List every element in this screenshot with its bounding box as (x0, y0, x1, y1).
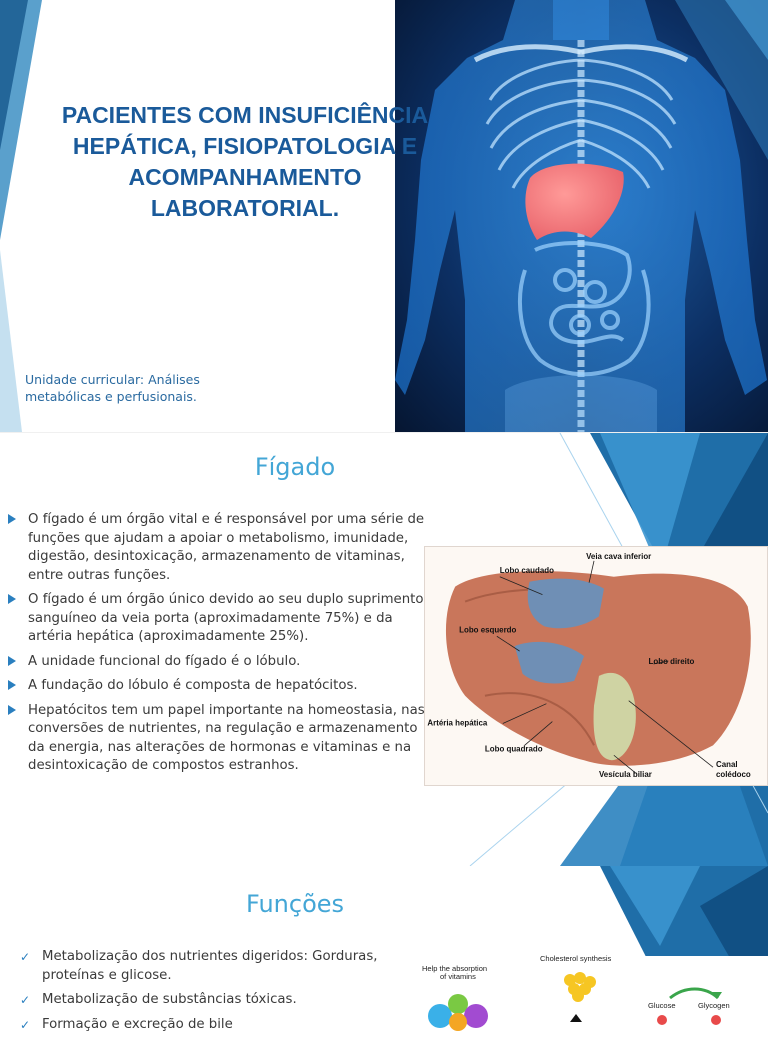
list-item-text: Formação e excreção de bile (42, 1016, 233, 1032)
diagram-label: Lobo caudado (499, 565, 554, 575)
figure-label: of vitamins (440, 972, 476, 981)
title-line: ACOMPANHAMENTO (128, 164, 362, 190)
list-item-text: O fígado é um órgão único devido ao seu duplo suprimento sanguíneo da veia porta (aproximadamente 75%) e da artéria hepática (aproximadamente 25%). (28, 592, 424, 644)
diagram-label: Vesícula biliar (598, 770, 652, 780)
liver-functions-figure (400, 956, 768, 1026)
diagram-label: Lobo esquerdo (459, 625, 517, 635)
slide-subtitle (25, 371, 255, 405)
liver-anatomy-diagram (424, 546, 768, 786)
diagram-label: Veia cava inferior (586, 551, 652, 561)
diagram-label: Lobo quadrado (484, 744, 543, 754)
diagram-label: Canal (715, 760, 738, 770)
title-line: PACIENTES COM INSUFICIÊNCIA (61, 102, 429, 128)
bullet-arrow-icon (8, 514, 16, 524)
diagram-label: colédoco (715, 770, 751, 780)
bullet-arrow-icon (8, 594, 16, 604)
figure-label: Glycogen (698, 1001, 730, 1010)
list-item (8, 511, 438, 585)
list-item (8, 653, 438, 672)
list-item (20, 1016, 380, 1035)
diagram-label: Artéria hepática (427, 718, 488, 728)
list-item-text: Metabolização dos nutrientes digeridos: Gorduras, proteínas e glicose. (42, 949, 378, 983)
list-item (20, 948, 380, 985)
list-item-text: Hepatócitos tem um papel importante na homeostasia, nas conversões de nutrientes, na regulação e armazenamento da energia, nas alterações de hormonas e vitaminas e na desintoxicação de compostos estranhos. (28, 702, 425, 773)
list-item-text: A unidade funcional do fígado é o lóbulo. (28, 653, 301, 669)
figure-label: Glucose (648, 1001, 676, 1010)
subtitle-line: metabólicas e perfusionais. (25, 389, 197, 404)
list-item (8, 591, 438, 647)
bullet-arrow-icon (8, 656, 16, 666)
diagram-label: Lobo direito (648, 657, 695, 667)
slide-heading: Fígado (254, 453, 336, 481)
bullet-arrow-icon (8, 680, 16, 690)
slide-title-text (30, 100, 460, 224)
bullet-list (8, 511, 438, 782)
title-line: HEPÁTICA, FISIOPATOLOGIA E (72, 133, 418, 159)
list-item (8, 677, 438, 696)
figure-label: Cholesterol synthesis (540, 954, 612, 963)
check-icon: ✓ (20, 993, 31, 1007)
figure-label: Help the absorption (422, 964, 488, 973)
check-icon: ✓ (20, 1017, 31, 1032)
list-item-text: A fundação do lóbulo é composta de hepatócitos. (28, 678, 358, 693)
slide-heading: Funções (245, 890, 345, 918)
slide-funcoes (0, 866, 768, 1032)
check-icon: ✓ (20, 950, 31, 964)
list-item (8, 702, 438, 776)
list-item-text: Metabolização de substâncias tóxicas. (42, 992, 297, 1007)
slide-title (0, 0, 768, 432)
title-line: LABORATORIAL. (150, 195, 340, 221)
bullet-arrow-icon (8, 705, 16, 715)
function-list (20, 948, 380, 1040)
list-item (20, 991, 380, 1010)
subtitle-line: Unidade curricular: Análises (25, 372, 200, 387)
slide-figado (0, 432, 768, 865)
list-item-text: O fígado é um órgão vital e é responsável por uma série de funções que ajudam a apoiar o metabolismo, imunidade, digestão, desintoxicação, armazenamento de vitaminas, entre outras funções. (28, 512, 425, 583)
